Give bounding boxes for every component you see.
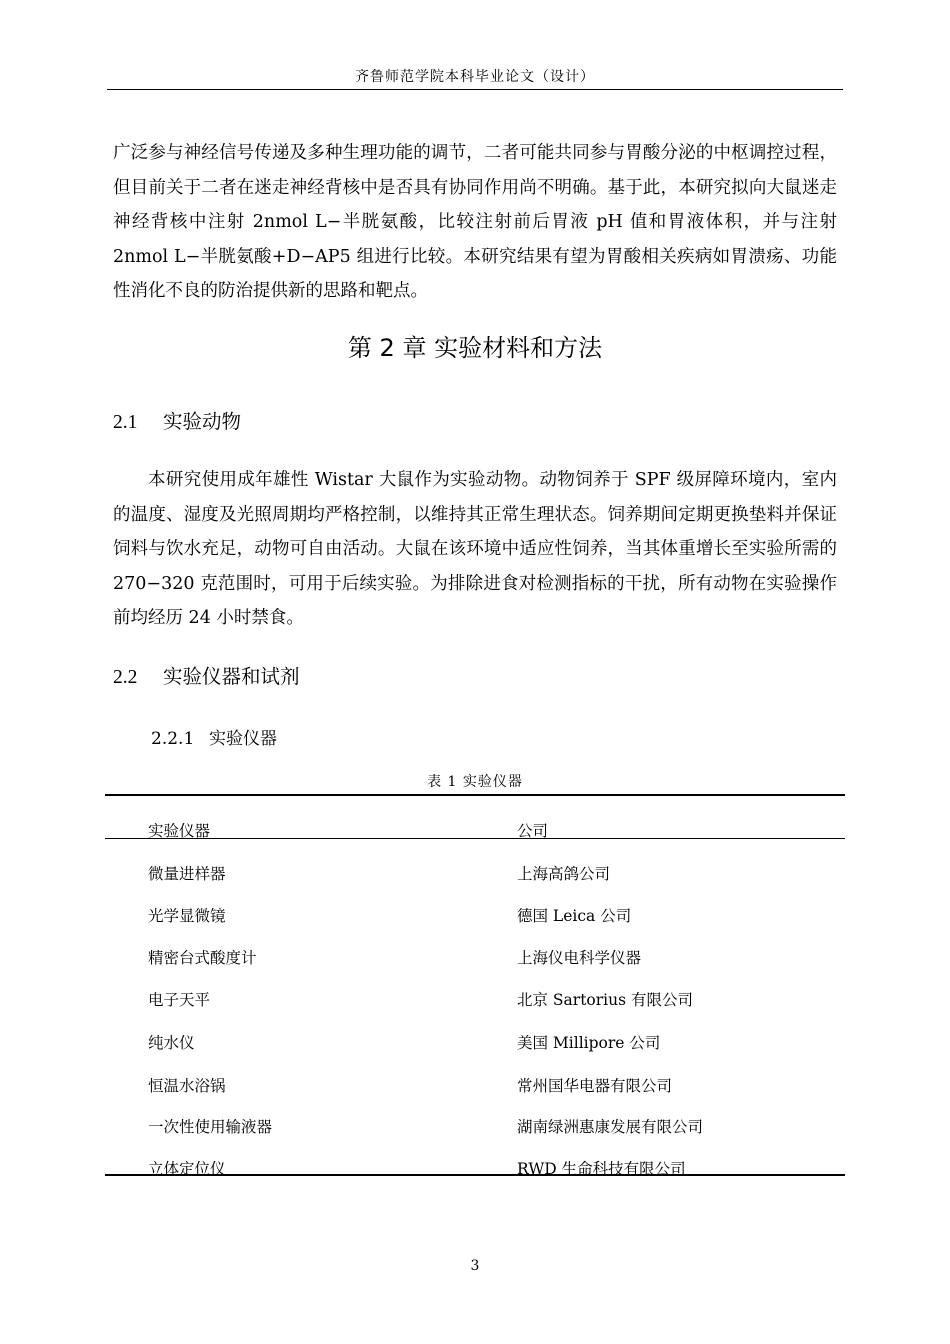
table-row-company: 北京 Sartorius 有限公司	[517, 991, 693, 1009]
chapter-title: 第 2 章 实验材料和方法	[347, 334, 603, 362]
table-row-company: 美国 Millipore 公司	[517, 1034, 661, 1052]
table-row-instrument: 微量进样器	[148, 865, 226, 883]
table-row-company: 湖南绿洲惠康发展有限公司	[517, 1118, 704, 1136]
table-row-instrument: 光学显微镜	[148, 907, 226, 925]
section-number: 2.1	[113, 412, 138, 433]
table-row-instrument: 恒温水浴锅	[148, 1077, 226, 1095]
running-header: 齐鲁师范学院本科毕业论文（设计）	[355, 69, 595, 85]
table-caption: 表 1 实验仪器	[427, 774, 523, 790]
table-header-rule	[105, 838, 845, 839]
table-header-instrument: 实验仪器	[148, 822, 211, 840]
header-rule	[107, 89, 843, 90]
subsection-number: 2.2.1	[151, 729, 195, 749]
table-row-instrument: 一次性使用输液器	[148, 1118, 273, 1136]
section-heading-2-2	[113, 661, 300, 689]
table-row-company: 上海仪电科学仪器	[517, 949, 642, 967]
table-top-rule	[105, 794, 845, 796]
section-heading-2-1	[113, 406, 241, 434]
table-row-company: 常州国华电器有限公司	[517, 1077, 673, 1095]
table-row-company: 上海高鸽公司	[517, 865, 611, 883]
table-row-instrument: 立体定位仪	[148, 1160, 226, 1178]
table-row-instrument: 纯水仪	[148, 1034, 195, 1052]
table-row-company: RWD 生命科技有限公司	[517, 1160, 686, 1178]
intro-paragraph: 广泛参与神经信号传递及多种生理功能的调节，二者可能共同参与胃酸分泌的中枢调控过程，但目前关于二者在迷走神经背核中是否具有协同作用尚不明确。基于此，本研究拟向大鼠迷走神经背核中注射 2nmol L−半胱氨酸，比较注射前后胃液 pH 值和胃液体积，并与注射 2nmol L−半胱氨酸+D−AP5 组进行比较。本研究结果有望为胃酸相关疾病如胃溃疡、功能性消化不良的防治提供新的思路和靶点。	[113, 143, 837, 301]
table-row-instrument: 电子天平	[148, 991, 211, 1009]
animals-paragraph: 本研究使用成年雄性 Wistar 大鼠作为实验动物。动物饲养于 SPF 级屏障环境内，室内的温度、湿度及光照周期均严格控制，以维持其正常生理状态。饲养期间定期更换垫料并保证饲料与饮水充足，动物可自由活动。大鼠在该环境中适应性饲养，当其体重增长至实验所需的 270−320 克范围时，可用于后续实验。为排除进食对检测指标的干扰，所有动物在实验操作前均经历 24 小时禁食。	[113, 470, 837, 628]
section-title: 实验动物	[163, 410, 242, 433]
table-row-company: 德国 Leica 公司	[517, 907, 632, 925]
section-number: 2.2	[113, 667, 138, 688]
table-header-company: 公司	[517, 822, 549, 840]
page-number: 3	[470, 1258, 480, 1274]
table-row-instrument: 精密台式酸度计	[148, 949, 257, 967]
subsection-title: 实验仪器	[209, 729, 277, 749]
subsection-heading-2-2-1	[151, 724, 277, 749]
table-bottom-rule	[105, 1174, 845, 1176]
section-title: 实验仪器和试剂	[163, 665, 300, 688]
